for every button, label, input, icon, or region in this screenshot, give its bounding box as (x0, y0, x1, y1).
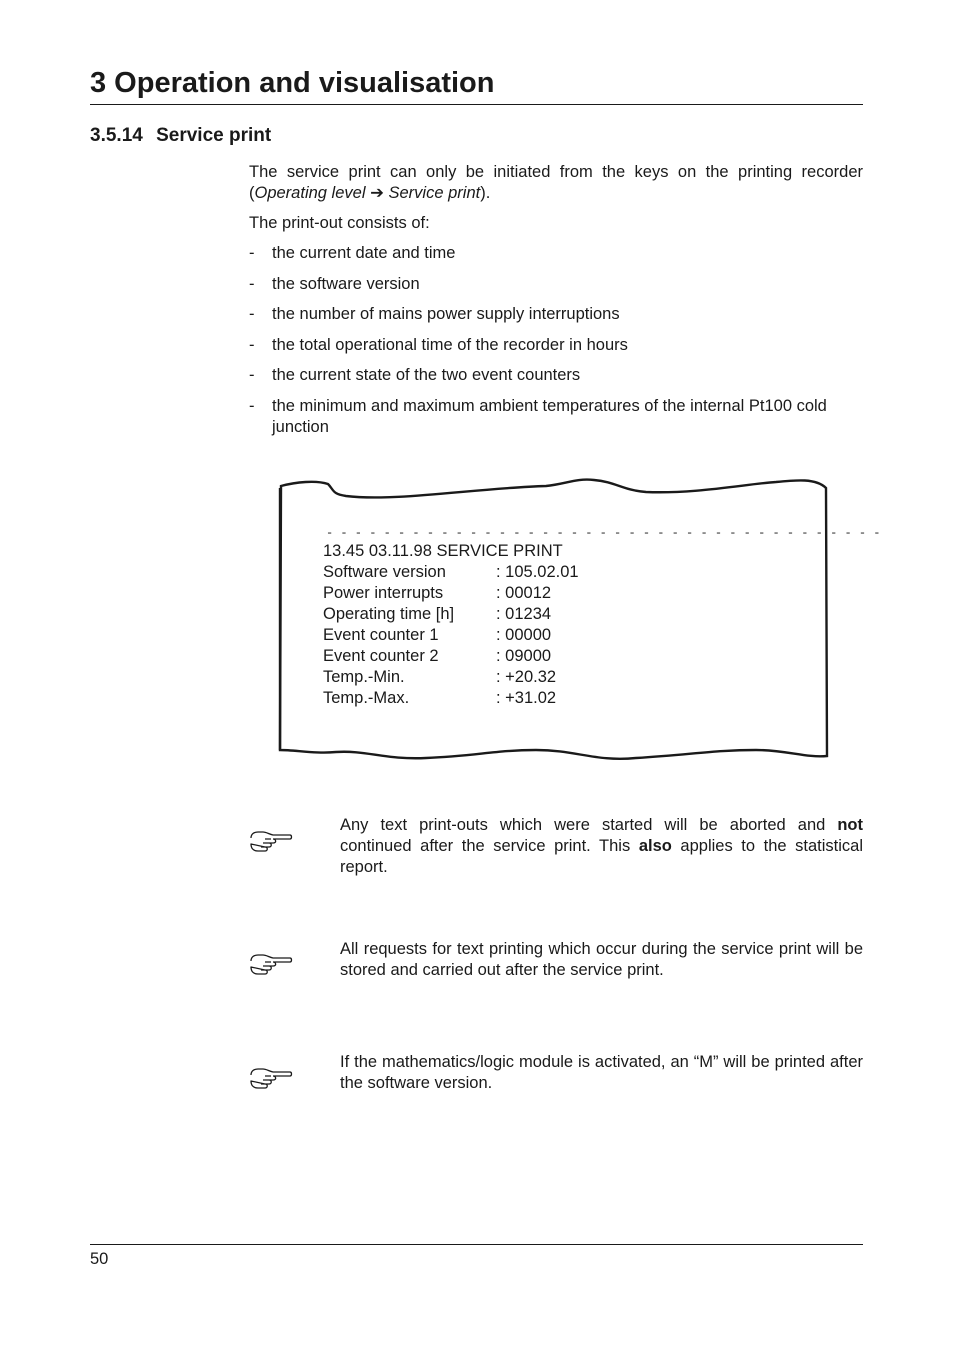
list-dash: - (249, 305, 255, 323)
printout-value: : 105.02.01 (496, 563, 579, 581)
printout-value: : +20.32 (496, 668, 557, 686)
header-rule (90, 104, 863, 105)
list-item (249, 365, 863, 386)
printout-key: Temp.-Max. (323, 689, 410, 707)
arrow-icon: ➔ (370, 184, 384, 202)
printout-key: Event counter 1 (323, 626, 439, 644)
footer-rule (90, 1244, 863, 1245)
printout-key: Event counter 2 (323, 647, 439, 665)
intro-paragraph (249, 162, 863, 204)
list-item-text: the number of mains power supply interruptions (272, 305, 620, 323)
list-item-text: the current date and time (272, 244, 456, 262)
printout-key: Temp.-Min. (323, 668, 405, 686)
section-title: Service print (156, 125, 272, 146)
consists-of-text: The print-out consists of: (249, 214, 430, 232)
note-math-module: If the mathematics/logic module is activated, an “M” will be printed after the software version. (340, 1053, 863, 1092)
printout-key: Power interrupts (323, 584, 444, 602)
list-item-text: the current state of the two event counters (272, 366, 581, 384)
list-dash: - (249, 397, 255, 415)
printout-dash-line: - - - - - - - - - - - - - - - - - - - - - - - - - - - - - - - - - - - - - - - (326, 526, 881, 540)
note-text: continued after the service print. This (340, 837, 639, 855)
intro-text-end: ). (480, 184, 491, 202)
list-dash: - (249, 275, 255, 293)
list-item (249, 274, 863, 295)
printout-header: 13.45 03.11.98 SERVICE PRINT (323, 542, 563, 560)
note-text: Any text print-outs which were started will be aborted and (340, 816, 838, 834)
intro-text: The service print can only be initiated from the keys on the printing recorder ( (249, 163, 863, 202)
printout-key: Software version (323, 563, 446, 581)
menu-level: Operating level (254, 184, 366, 202)
list-dash: - (249, 366, 255, 384)
pointing-hand-icon (249, 829, 293, 853)
section-number: 3.5.14 (90, 125, 143, 146)
note-emphasis: also (638, 837, 672, 855)
printout-value: : 00012 (496, 584, 552, 602)
service-printout-illustration (276, 474, 832, 766)
note-aborted-printouts (340, 815, 863, 878)
printout-value: : 01234 (496, 605, 552, 623)
list-dash: - (249, 336, 255, 354)
menu-item: Service print (388, 184, 481, 202)
list-item (249, 304, 863, 325)
printout-value: : 00000 (496, 626, 552, 644)
printout-key: Operating time [h] (323, 605, 455, 623)
list-item (249, 243, 863, 264)
list-item-text: the minimum and maximum ambient temperatures of the internal Pt100 cold junction (272, 397, 827, 436)
list-item-text: the software version (272, 275, 420, 293)
printout-value: : +31.02 (496, 689, 557, 707)
page-number: 50 (90, 1250, 109, 1268)
pointing-hand-icon (249, 952, 293, 976)
list-item (249, 396, 863, 438)
section-heading (90, 124, 271, 148)
note-emphasis: not (837, 816, 863, 834)
note-text: applies to the statistical report. (340, 837, 863, 876)
printout-value: : 09000 (496, 647, 552, 665)
chapter-title: 3 Operation and visualisation (90, 67, 495, 99)
pointing-hand-icon (249, 1066, 293, 1090)
list-item (249, 335, 863, 356)
list-dash: - (249, 244, 255, 262)
list-item-text: the total operational time of the recorder in hours (272, 336, 628, 354)
note-stored-requests: All requests for text printing which occur during the service print will be stored and carried out after the service print. (340, 940, 863, 979)
